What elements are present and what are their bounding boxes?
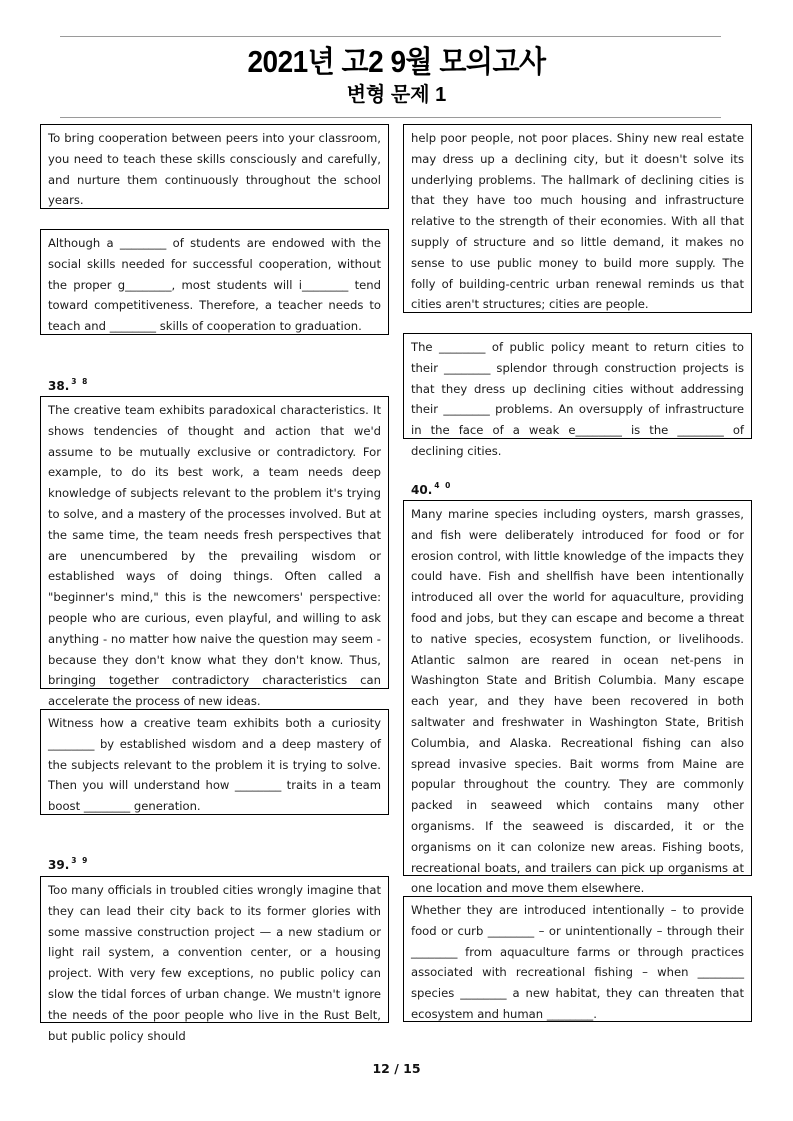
summary-text: Whether they are introduced intentionally – to provide food or curb ________ – or unintentionally – through their ________ from aquaculture farms or through practices associated with recreational fishing – when ________ species ________ a new habitat, they can threaten that ecosystem and human ________. — [411, 903, 744, 1021]
question-number-sup: 3 8 — [71, 377, 89, 386]
passage-text: To bring cooperation between peers into your classroom, you need to teach these skills consciously and carefully, and nurture them continuously throughout the school years. — [48, 131, 381, 208]
summary-38 — [40, 709, 389, 815]
question-number-label: 39. — [48, 858, 70, 872]
page-subtitle: 변형 문제 1 — [346, 84, 447, 106]
passage-38 — [40, 396, 389, 709]
question-number-38 — [48, 379, 89, 393]
summary-39 — [403, 333, 752, 458]
summary-40 — [403, 896, 752, 1022]
passage-text: Too many officials in troubled cities wrongly imagine that they can lead their city back to its former glories with some massive construction project — a new stadium or light rail system, a convention center, or a housing project. With very few exceptions, no public policy can slow the tidal forces of urban change. We mustn't ignore the needs of the poor people who live in the Rust Belt, but public policy should — [48, 883, 381, 1043]
header-top-rule — [60, 36, 721, 37]
summary-text: The ________ of public policy meant to return cities to their ________ splendor through construction projects is that they dress up declining cities without addressing their ________ problems. An oversupply of infrastructure in the face of a weak e________ is the ________ of declining cities. — [411, 340, 744, 458]
passage-39-ending — [403, 124, 752, 313]
question-number-label: 38. — [48, 379, 70, 393]
header-bottom-rule — [60, 117, 721, 118]
question-number-sup: 3 9 — [71, 856, 89, 865]
question-number-39 — [48, 858, 89, 872]
passage-text: help poor people, not poor places. Shiny new real estate may dress up a declining city, but it doesn't solve its underlying problems. The hallmark of declining cities is that they have too much housing and infrastructure relative to the strength of their economies. With all that supply of structure and so little demand, it makes no sense to use public money to build more supply. The folly of building-centric urban renewal reminds us that cities aren't structures; cities are people. — [411, 131, 744, 312]
passage-40 — [403, 500, 752, 896]
question-number-40 — [411, 483, 452, 497]
summary-text: Although a ________ of students are endowed with the social skills needed for successful cooperation, without the proper g________, most students will i________ tend toward competitiveness. Therefore, a teacher needs to teach and ________ skills of cooperation to graduation. — [48, 236, 381, 334]
page-indicator: 12 / 15 — [372, 1061, 421, 1076]
question-number-sup: 4 0 — [434, 481, 452, 490]
summary-37 — [40, 229, 389, 335]
summary-text: Witness how a creative team exhibits both a curiosity ________ by established wisdom and a deep mastery of the subjects relevant to the problem it is trying to solve. Then you will understand how ________ traits in a team boost ________ generation. — [48, 716, 381, 814]
passage-text: The creative team exhibits paradoxical characteristics. It shows tendencies of thought and action that we'd assume to be mutually exclusive or contradictory. For example, to do its best work, a team needs deep knowledge of subjects relevant to the problem it's trying to solve, and a mastery of the processes involved. But at the same time, the team needs fresh perspectives that are unencumbered by the prevailing wisdom or established ways of doing things. Often called a "beginner's mind," this is the newcomers' perspective: people who are curious, even playful, and willing to ask anything - no matter how naive the question may seem - because they don't know what they don't know. Thus, bringing together contradictory characteristics can accelerate the process of new ideas. — [48, 403, 381, 709]
page-title: 2021년 고2 9월 모의고사 — [247, 44, 546, 79]
passage-text: Many marine species including oysters, marsh grasses, and fish were deliberately introduced for food or for erosion control, with little knowledge of the impacts they could have. Fish and shellfish have been intentionally introduced all over the world for aquaculture, providing food and jobs, but they can escape and become a threat to native species, ecosystem function, or livelihoods. Atlantic salmon are reared in ocean net-pens in Washington State and British Columbia. Many escape each year, and they have been recovered in both saltwater and freshwater in Washington State, British Columbia, and Alaska. Recreational fishing can also spread invasive species. Bait worms from Maine are popular throughout the country. They are commonly packed in seaweed which contains many other organisms. If the seaweed is discarded, it or the organisms on it can colonize new areas. Fishing boots, recreational boats, and trailers can pick up organisms at one location and move them elsewhere. — [411, 507, 744, 896]
passage-39-start — [40, 876, 389, 1043]
passage-37-ending — [40, 124, 389, 209]
question-number-label: 40. — [411, 483, 433, 497]
